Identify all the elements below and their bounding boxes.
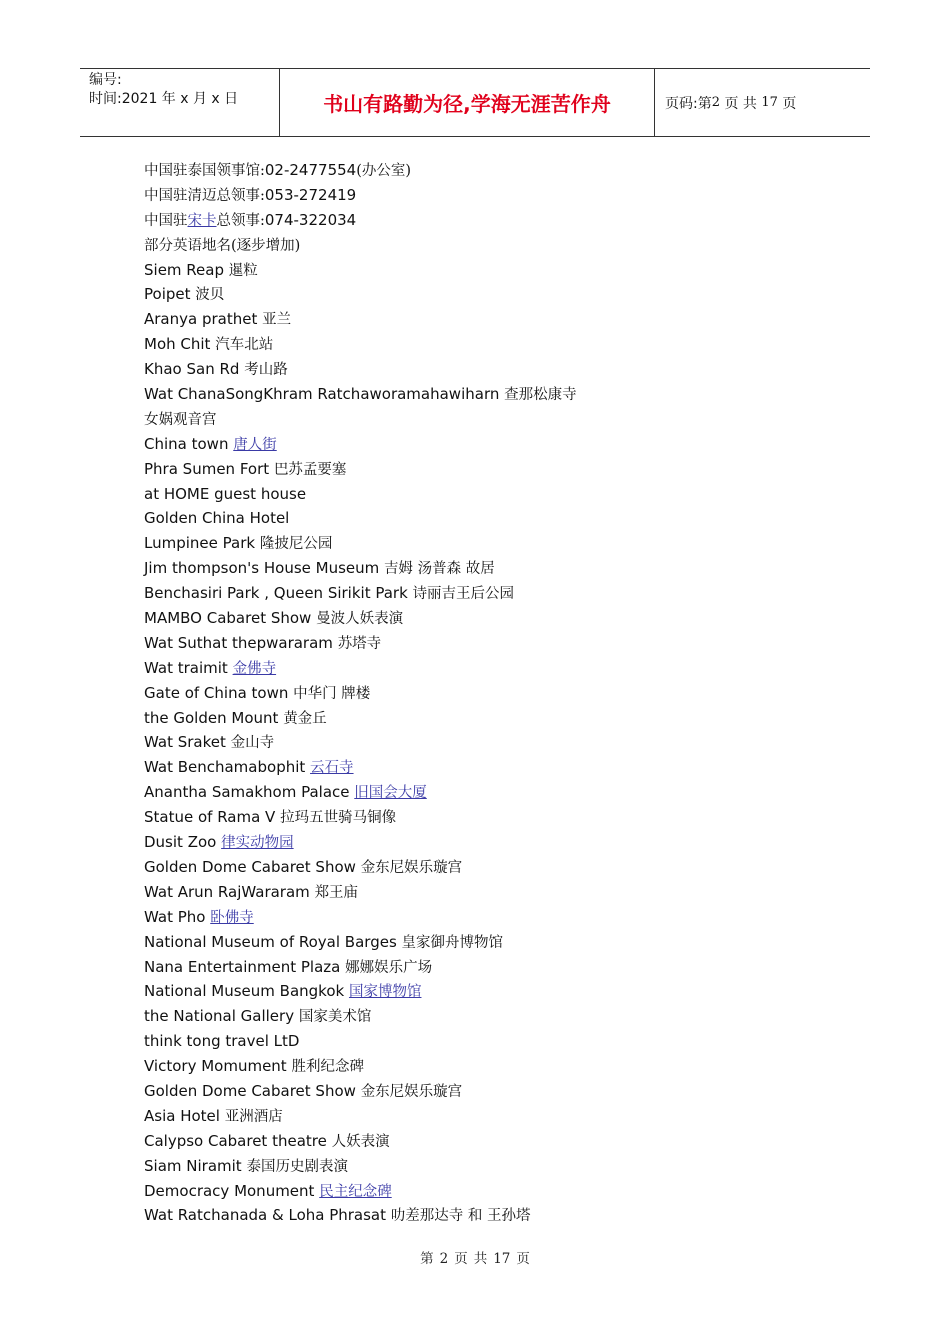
footer-total: 17 (493, 1251, 511, 1267)
english-name: Golden China Hotel (144, 509, 290, 528)
phone-number: 053-272419 (264, 185, 357, 204)
number-label: 编号: (89, 72, 122, 88)
chinese-name: 中华门 牌楼 (293, 685, 371, 702)
phone-number: 02-2477554 (264, 161, 357, 179)
list-item (144, 506, 844, 531)
list-item (144, 158, 844, 183)
list-item (144, 1004, 844, 1029)
chinese-name: 国家美术馆 (298, 1009, 372, 1026)
place-name-list (144, 158, 844, 1228)
chinese-name: 波贝 (195, 287, 225, 304)
page-footer (0, 1247, 950, 1267)
english-name: Democracy Monument (144, 1181, 315, 1200)
chinese-name: 亚洲酒店 (224, 1108, 283, 1125)
chinese-name: 中国驻清迈总领事: (144, 187, 265, 204)
chinese-name: 娜娜娱乐广场 (345, 959, 433, 976)
phone-number: 074-322034 (264, 210, 357, 229)
list-item (144, 1079, 844, 1104)
english-name: Khao San Rd (144, 360, 240, 379)
english-name: Siam Niramit (144, 1156, 242, 1175)
list-item (144, 1054, 844, 1079)
list-item (144, 979, 844, 1004)
english-name: Wat ChanaSongKhram Ratchaworamahawiharn (144, 385, 500, 404)
chinese-name: 曼波人妖表演 (316, 611, 404, 628)
english-name: Nana Entertainment Plaza (144, 957, 341, 976)
header-meta (80, 69, 280, 136)
english-name: Anantha Samakhom Palace (144, 783, 350, 802)
english-name: Wat Ratchanada & Loha Phrasat (144, 1206, 387, 1225)
chinese-name-link[interactable]: 卧佛寺 (210, 909, 254, 926)
list-item (144, 407, 844, 432)
english-name: Jim thompson's House Museum (144, 559, 380, 578)
list-item (144, 880, 844, 905)
chinese-name: 金东尼娱乐璇宫 (360, 859, 463, 876)
page-suffix: 页 (782, 95, 797, 112)
list-item (144, 332, 844, 357)
chinese-name: 查那松康寺 (504, 387, 577, 404)
english-name: Statue of Rama V (144, 808, 276, 827)
english-name: China town (144, 434, 229, 453)
header-motto: 书山有路勤为径,学海无涯苦作舟 (280, 69, 655, 136)
list-item (144, 1029, 844, 1054)
list-item (144, 1203, 844, 1228)
footer-mid2: 共 (473, 1251, 488, 1267)
chinese-name-link[interactable]: 国家博物馆 (348, 984, 422, 1001)
list-item (144, 955, 844, 980)
chinese-name: 叻差那达寺 和 王孙塔 (390, 1208, 531, 1225)
list-item (144, 830, 844, 855)
english-name: the National Gallery (144, 1007, 295, 1026)
chinese-name: 胜利纪念碑 (291, 1059, 364, 1076)
chinese-name: 女娲观音宫 (144, 411, 217, 428)
list-item (144, 631, 844, 656)
english-name: Calypso Cabaret theatre (144, 1131, 327, 1150)
list-item (144, 780, 844, 805)
chinese-name: 拉玛五世骑马铜像 (280, 810, 397, 827)
list-item (144, 755, 844, 780)
chinese-name: 暹粒 (228, 262, 258, 279)
time-label: 时间: (89, 91, 122, 107)
footer-prefix: 第 (420, 1251, 434, 1267)
list-item (144, 457, 844, 482)
list-item (144, 805, 844, 830)
page-num: 2 (711, 95, 720, 110)
list-item (144, 1179, 844, 1204)
english-name: Lumpinee Park (144, 534, 256, 553)
english-name: Asia Hotel (144, 1106, 220, 1125)
english-name: the Golden Mount (144, 708, 279, 727)
chinese-name: 皇家御舟博物馆 (401, 934, 504, 951)
english-name: Aranya prathet (144, 310, 258, 329)
page-mid: 页 共 (724, 95, 757, 112)
time-value: 2021 年 x 月 x 日 (121, 91, 239, 107)
chinese-name-link[interactable]: 律实动物园 (221, 835, 294, 852)
list-item (144, 531, 844, 556)
footer-mid1: 页 (454, 1251, 468, 1267)
list-item (144, 905, 844, 930)
chinese-name: 中国驻 (144, 212, 188, 229)
english-name: Golden Dome Cabaret Show (144, 1081, 356, 1100)
chinese-name-link[interactable]: 宋卡 (187, 212, 217, 229)
list-item (144, 730, 844, 755)
english-name: Wat Pho (144, 907, 206, 926)
footer-suffix: 页 (516, 1251, 530, 1267)
list-item (144, 606, 844, 631)
english-name: Wat Suthat thepwararam (144, 633, 333, 652)
english-name: Victory Momument (144, 1057, 287, 1076)
chinese-name: 泰国历史剧表演 (246, 1158, 348, 1175)
chinese-name: 黄金丘 (283, 710, 327, 727)
list-item (144, 681, 844, 706)
header-page-number (655, 69, 870, 136)
chinese-name: 吉姆 汤普森 故居 (384, 561, 495, 578)
english-name: Wat traimit (144, 658, 228, 677)
chinese-name: 苏塔寺 (337, 635, 382, 652)
footer-page: 2 (439, 1251, 449, 1267)
english-name: Wat Benchamabophit (144, 758, 306, 777)
list-item (144, 1154, 844, 1179)
list-item (144, 357, 844, 382)
chinese-name: 诗丽吉王后公园 (412, 586, 515, 603)
list-item (144, 556, 844, 581)
page-total: 17 (761, 95, 778, 110)
english-name: at HOME guest house (144, 484, 307, 503)
chinese-name: 部分英语地名(逐步增加) (144, 237, 301, 254)
english-name: National Museum of Royal Barges (144, 932, 397, 951)
list-item (144, 1104, 844, 1129)
english-name: Dusit Zoo (144, 833, 217, 852)
english-name: Wat Arun RajWararam (144, 882, 310, 901)
chinese-name: 郑王庙 (314, 884, 359, 901)
list-item (144, 706, 844, 731)
list-item (144, 233, 844, 258)
english-name: Golden Dome Cabaret Show (144, 857, 356, 876)
list-item (144, 855, 844, 880)
chinese-name: 亚兰 (262, 312, 292, 329)
english-name: MAMBO Cabaret Show (144, 609, 312, 628)
chinese-name: 人妖表演 (331, 1133, 390, 1150)
list-item (144, 382, 844, 407)
chinese-name: 汽车北站 (215, 337, 274, 354)
chinese-name: 金山寺 (230, 735, 275, 752)
english-name: Moh Chit (144, 335, 211, 354)
chinese-name-link[interactable]: 金佛寺 (232, 660, 277, 677)
chinese-name: 考山路 (244, 362, 288, 379)
list-item (144, 482, 844, 507)
english-name: Phra Sumen Fort (144, 459, 270, 478)
list-item (144, 282, 844, 307)
page-prefix: 页码:第 (665, 95, 712, 112)
english-name: think tong travel LtD (144, 1032, 300, 1051)
list-item (144, 307, 844, 332)
list-item (144, 258, 844, 283)
list-item (144, 930, 844, 955)
english-name: Gate of China town (144, 683, 289, 702)
english-name: Wat Sraket (144, 733, 226, 752)
list-item (144, 581, 844, 606)
english-name: Benchasiri Park , Queen Sirikit Park (144, 584, 408, 603)
list-item (144, 432, 844, 457)
chinese-name: 金东尼娱乐璇宫 (360, 1083, 463, 1100)
chinese-name: 巴苏孟要塞 (273, 461, 347, 478)
english-name: National Museum Bangkok (144, 982, 345, 1001)
list-item (144, 208, 844, 233)
english-name: Siem Reap (144, 260, 224, 279)
chinese-name-suffix: 总领事: (216, 212, 265, 229)
time-line (89, 90, 279, 109)
chinese-name-link[interactable]: 民主纪念碑 (319, 1183, 392, 1200)
chinese-name-link[interactable]: 唐人街 (233, 436, 277, 453)
chinese-name: 隆披尼公园 (259, 536, 333, 553)
chinese-name-link[interactable]: 云石寺 (310, 760, 354, 777)
list-item (144, 1129, 844, 1154)
list-item (144, 656, 844, 681)
english-name: Poipet (144, 285, 191, 304)
chinese-name: 中国驻泰国领事馆: (144, 163, 265, 179)
chinese-name-link[interactable]: 旧国会大厦 (354, 785, 427, 802)
list-item (144, 183, 844, 208)
page-header (80, 68, 870, 137)
phone-note: (办公室) (356, 163, 412, 179)
